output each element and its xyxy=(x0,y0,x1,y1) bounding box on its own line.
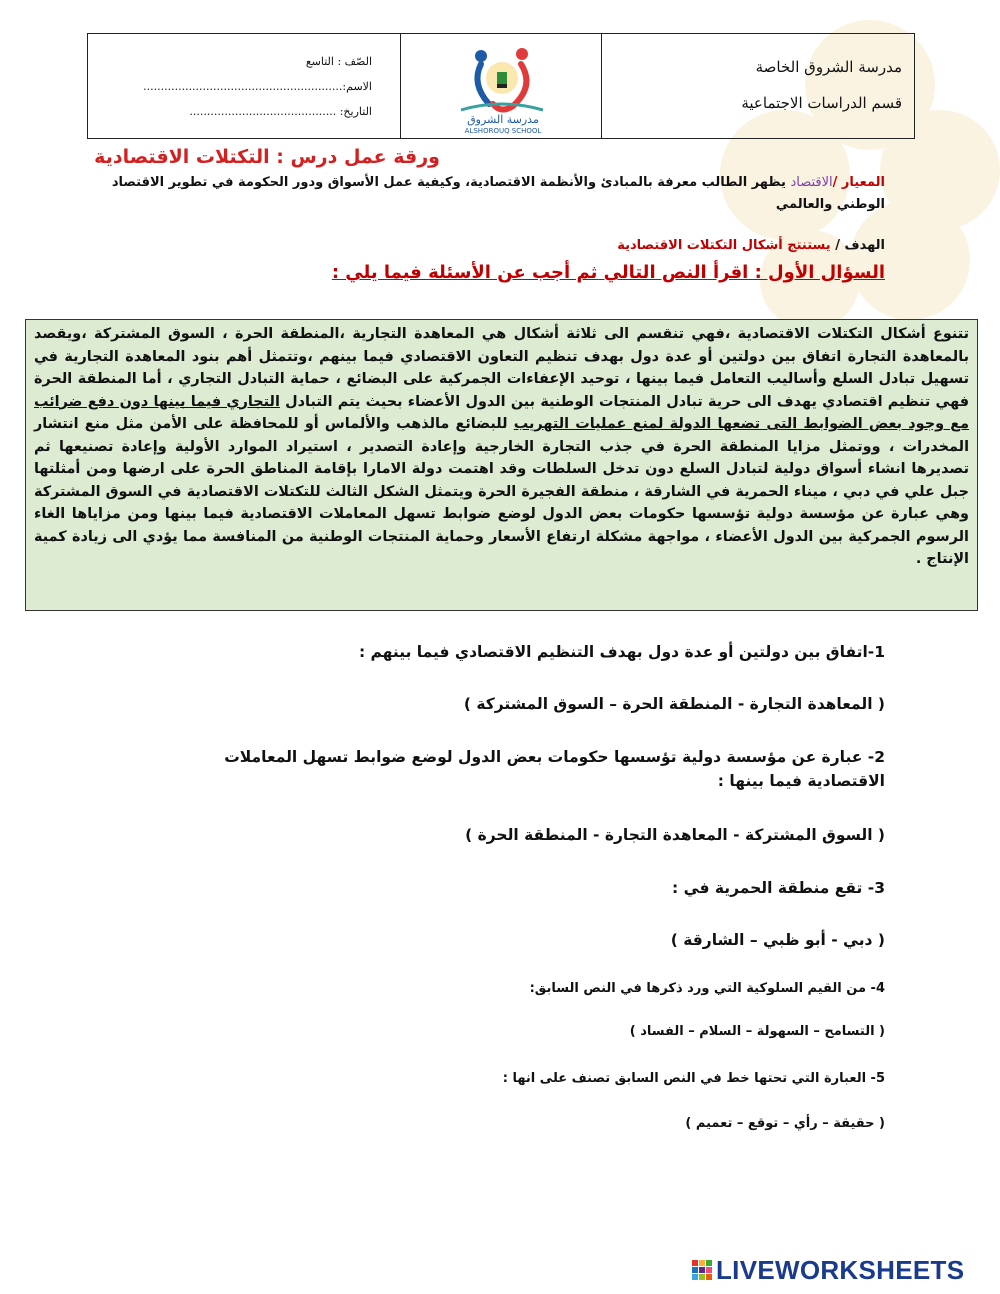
brand-grid-square xyxy=(699,1274,705,1280)
standard-paragraph xyxy=(110,172,885,216)
school-cell xyxy=(601,34,914,138)
brand-grid-icon xyxy=(692,1260,712,1280)
logo-english-text: ALSHOROUQ SCHOOL xyxy=(464,127,542,135)
goal-line xyxy=(617,238,885,253)
passage-part-1: تتنوع أشكال التكتلات الاقتصادية ،فهي تنقسم الى ثلاثة أشكال هي المعاهدة التجارية ،المنطقة الحرة ، السوق المشتركة ،ويقصد بالمعاهدة التجارة اتفاق بين دولتين أو عدة دول بهدف تنظيم التعاون الاقتصادي فيما بينهم ،وتتمثل أهم بنود المعاهدة التجارية في تسهيل تبادل السلع وأساليب التعامل فيما بينها ، توحيد الإعفاءات الجمركية على البضائع ، حماية التبادل التجاري ، أما المنطقة الحرة فهي تنظيم اقتصادي يهدف الى حرية تبادل المنتجات الوطنية بين الدول الأعضاء بحيث يتم التبادل xyxy=(34,326,969,410)
brand-grid-square xyxy=(706,1260,712,1266)
question-1-prompt: 1-اتفاق بين دولتين أو عدة دول بهدف التنظيم الاقتصادي فيما بينهم : xyxy=(358,643,885,661)
brand-grid-square xyxy=(699,1260,705,1266)
brand-text: LIVEWORKSHEETS xyxy=(716,1254,965,1285)
goal-text: يستنتج أشكال التكتلات الاقتصادية xyxy=(617,238,831,253)
brand-grid-square xyxy=(699,1267,705,1273)
liveworksheets-logo xyxy=(692,1255,964,1285)
brand-grid-square xyxy=(692,1274,698,1280)
reading-passage xyxy=(25,319,978,611)
brand-grid-square xyxy=(706,1267,712,1273)
worksheet-title: ورقة عمل درس : التكتلات الاقتصادية xyxy=(94,146,440,168)
brand-grid-square xyxy=(692,1260,698,1266)
header-table xyxy=(87,33,915,139)
passage-underlined-sentence: التجاري فيما بينها دون دفع ضرائب مع وجود بعض الضوابط التى تضعها الدولة لمنع عمليات التهريب xyxy=(34,393,969,432)
logo-graphic xyxy=(401,34,601,138)
standard-text: يظهر الطالب معرفة بالمبادئ والأنظمة الاقتصادية، وكيفية عمل الأسواق ودور الحكومة في تطوير الاقتصاد الوطني والعالمي xyxy=(111,175,885,212)
question-2-prompt: 2- عبارة عن مؤسسة دولية تؤسسها حكومات بعض الدول لوضع ضوابط تسهل المعاملات الاقتصادية فيما بينها : xyxy=(224,748,885,790)
school-logo xyxy=(400,34,603,138)
department-name: قسم الدراسات الاجتماعية xyxy=(741,94,902,112)
standard-label: المعيار / xyxy=(832,175,885,190)
question-1-options[interactable]: ( المعاهدة التجارة - المنطقة الحرة – السوق المشتركة ) xyxy=(463,695,885,713)
question-2-options[interactable]: ( السوق المشتركة - المعاهدة التجارة - المنطقة الحرة ) xyxy=(465,826,885,844)
school-name: مدرسة الشروق الخاصة xyxy=(755,58,902,76)
name-field[interactable]: الاسم:......................................................... xyxy=(143,80,372,93)
brand-grid-square xyxy=(706,1274,712,1280)
passage-part-2: للبضائع مالذهب والألماس أو للمحافظة على الأمن مثل منع انتشار المخدرات ، ووتمثل مزايا المنطقة الحرة في جذب التجارة الخارجية وإعادة التصدير ، استيراد الموارد الأولية وإعادة تصنيعها ثم تصديرها انشاء أسواق دولية لتبادل السلع دون تدخل السلطات وقد اهتمت دولة الامارا بإقامة المناطق الحرة على ارضها ومن أمثلتها جبل علي في دبي ، ميناء الحمرية في الشارقة ، منطقة الفجيرة الحرة ويتمثل الشكل الثالث للتكتلات الاقتصادية في السوق المشتركة وهي عبارة عن مؤسسة دولية تؤسسها حكومات بعض الدول لوضع ضوابط تسهل المعاملات الاقتصادية فيما بينها ومن مزاياها الغاء الرسوم الجمركية بين الدول الأعضاء ، مواجهة مشكلة ارتفاع الأسعار وحماية المنتجات الوطنية من المنافسة مما يؤدي الى زيادة كمية الإنتاج . xyxy=(34,416,969,567)
question-3-prompt: 3- تقع منطقة الحمرية في : xyxy=(672,879,885,897)
logo-arabic-text: مدرسة الشروق xyxy=(467,113,539,126)
question-4-options[interactable]: ( التسامح – السهولة – السلام – الفساد ) xyxy=(629,1024,885,1039)
brand-grid-square xyxy=(692,1267,698,1273)
grade-label: الصّف : التاسع xyxy=(305,55,372,68)
question-3-options[interactable]: ( دبي - أبو ظبي – الشارقة ) xyxy=(670,931,885,949)
question-5-options[interactable]: ( حقيقة – رأي – توقع – تعميم ) xyxy=(685,1116,885,1131)
standard-subject: الاقتصاد xyxy=(790,175,833,190)
question-5-prompt: 5- العبارة التي تحتها خط في النص السابق تصنف على انها : xyxy=(502,1071,885,1086)
question-one-heading: السؤال الأول : اقرأ النص التالي ثم أجب عن الأسئلة فيما يلي : xyxy=(331,262,885,283)
student-info-cell xyxy=(88,34,400,138)
date-field[interactable]: التاريخ: .......................................... xyxy=(189,105,372,118)
question-4-prompt: 4- من القيم السلوكية التي ورد ذكرها في النص السابق: xyxy=(529,981,885,996)
goal-label: الهدف / xyxy=(835,238,885,253)
